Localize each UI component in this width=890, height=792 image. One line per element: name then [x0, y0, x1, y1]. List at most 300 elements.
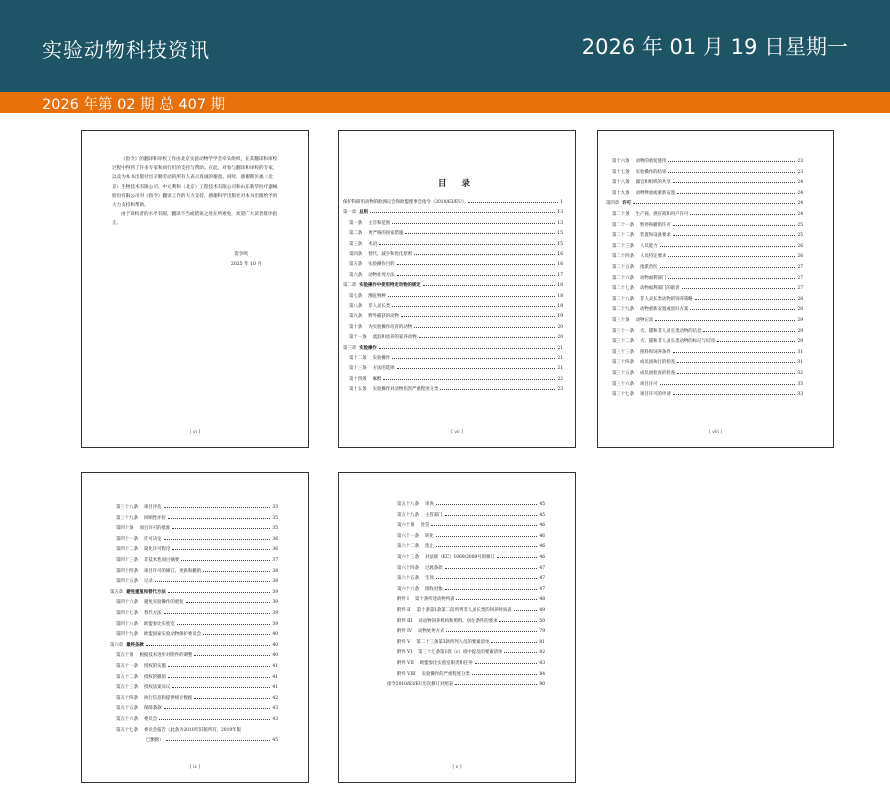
toc-entry [116, 578, 278, 584]
toc-entry-page: 13 [557, 210, 563, 216]
toc-entry-leader [203, 632, 270, 635]
toc-entry [397, 607, 545, 613]
toc-entry-leader [164, 706, 271, 709]
toc-entry-number: 第四章 [606, 201, 620, 207]
toc-entry-page: 79 [539, 629, 545, 635]
toc-entry-title: 动物处死方式 [418, 629, 445, 635]
toc-entry-title: 欧盟参比实验室 [143, 621, 175, 627]
toc-entry-title: 避免实验操作的重复 [143, 600, 184, 606]
toc-entry-title: 记录 [143, 579, 153, 585]
toc-entry-leader [168, 516, 270, 519]
toc-entry-number: 第四十八条 [116, 621, 138, 627]
toc-entry-leader [203, 569, 270, 572]
toc-entry-title: 实验操作的严重程度分类 [421, 671, 470, 677]
toc-entry [116, 568, 278, 574]
toc-entry-page: 29 [797, 328, 803, 334]
toc-entry-number: 附件 VII [397, 661, 414, 666]
toc-entry-leader [164, 537, 271, 540]
toc-entry [349, 261, 563, 267]
toc-entry-title: 实验操作中使用特定动物的规定 [359, 283, 421, 289]
toc-entry-page: 39 [272, 589, 278, 595]
toc-entry-leader [456, 597, 537, 600]
toc-entry-leader [677, 371, 795, 374]
toc-entry-page: 24 [797, 212, 803, 217]
toc-entry [397, 660, 545, 666]
toc-entry-title: 替代方法 [143, 611, 162, 616]
toc-entry [612, 243, 803, 249]
toc-entry [612, 381, 803, 387]
toc-entry-leader [673, 350, 796, 353]
toc-entry-title: 根据技术进步对附件的调整 [139, 653, 193, 659]
toc-entry-leader [668, 159, 795, 162]
toc-entry-page: 36 [272, 536, 278, 542]
toc-entry [612, 190, 803, 196]
toc-entry-leader [392, 304, 555, 307]
toc-entry [612, 338, 803, 344]
toc-entry-title: 成员国执行的检查 [639, 360, 676, 366]
toc-entry [349, 376, 563, 382]
toc-entry-leader [431, 523, 537, 526]
toc-entry-page: 38 [272, 568, 278, 574]
toc-entry-title: 为实验操作培育的动物 [368, 324, 413, 330]
toc-entry-number: 第三十八条 [116, 505, 138, 510]
toc-entry-page: 20 [557, 335, 563, 341]
toc-entry-leader [445, 566, 538, 569]
toc-entry [116, 631, 278, 637]
toc-entry-title: 装置和设备要求 [639, 233, 671, 239]
toc-entry-page: 26 [797, 254, 803, 260]
toc-entry-title: 授权法案异议 [143, 685, 171, 691]
toc-entry-leader [695, 297, 796, 300]
toc-entry-title: 人员特定要求 [639, 254, 667, 260]
toc-entry-page: 41 [272, 685, 278, 691]
toc-entry [397, 543, 545, 549]
toc-entry-title: 照料和饲养条件 [639, 349, 671, 355]
toc-entry [110, 589, 278, 595]
toc-entry [116, 536, 278, 542]
toc-entry-leader [166, 738, 271, 741]
toc-entry-number: 第四十条 [116, 526, 134, 532]
toc-entry-number: 第六十五条 [397, 576, 419, 582]
toc-entry-title: 实验操作对动物伤害严重程度分类 [372, 387, 439, 393]
toc-entry [116, 663, 278, 669]
preface-signer: 贺争鸣 [234, 252, 248, 257]
toc-entry [612, 158, 803, 164]
toc-entry-number: 第三十四条 [612, 360, 634, 366]
toc-entry-title: 对动物饲养机构和照料、居住条件的要求 [418, 618, 498, 624]
toc-entry [343, 199, 563, 205]
toc-entry [116, 674, 278, 680]
toc-entry-number: 第四十九条 [116, 632, 138, 638]
toc-entry-title: 保护科研用动物的欧洲议会和欧盟理事会指令（2010/63/EU） [343, 200, 467, 205]
toc-entry-leader [419, 335, 556, 338]
toc-entry [116, 716, 278, 722]
toc-entry-leader [677, 191, 795, 194]
toc-entry-leader [673, 180, 796, 183]
toc-entry-title: 实验操作目的 [368, 262, 395, 268]
toc-entry-number: 第三十五条 [612, 371, 634, 376]
toc-entry [612, 253, 803, 259]
toc-entry-leader [497, 555, 538, 558]
toc-entry [116, 504, 278, 510]
toc-entry-leader [155, 579, 271, 582]
document-page-toc-2 [597, 130, 834, 448]
toc-entry [349, 220, 563, 226]
toc-entry-number: 第二十二条 [612, 233, 634, 239]
toc-entry-page: 47 [539, 576, 545, 582]
toc-entry-title: 非人灵长类 [368, 304, 391, 309]
toc-entry-leader [655, 318, 795, 321]
issue-number: 2026 年第 02 期 总 407 期 [42, 97, 226, 113]
toc-entry-page: 18 [557, 283, 563, 289]
toc-entry [612, 169, 803, 175]
toc-entry-title: 处罚 [420, 523, 430, 529]
toc-entry-number: 第三条 [349, 241, 363, 247]
toc-entry-title: 动物记录 [635, 318, 654, 323]
toc-entry [343, 209, 563, 215]
toc-entry-leader [194, 653, 270, 656]
toc-entry [397, 649, 545, 655]
toc-entry-number: 第八条 [349, 304, 363, 309]
toc-entry-title: 委员会 [143, 717, 158, 722]
toc-entry [397, 596, 545, 602]
toc-entry [349, 386, 563, 392]
toc-entry-page: 47 [539, 565, 545, 571]
toc-entry-page: 27 [797, 286, 803, 292]
toc-entry-page: 40 [272, 653, 278, 659]
toc-entry-number: 第十条 [349, 324, 363, 330]
toc-entry-page: 18 [557, 293, 563, 299]
toc-entry [397, 565, 545, 571]
toc-entry-page: 48 [539, 597, 545, 603]
toc-entry-leader [682, 286, 796, 289]
toc-entry-leader [172, 685, 270, 688]
toc-entry-number: 第二十七条 [612, 286, 634, 292]
toc-entry-page: 25 [797, 233, 803, 239]
toc-entry-number: 第四十三条 [116, 558, 138, 563]
toc-entry-title: 执行信息和提供统计数据 [143, 695, 193, 701]
toc-entry-number: 第四条 [349, 252, 363, 257]
toc-entry-leader [405, 231, 555, 234]
toc-entry-title: 替代、减少和优化原则 [368, 252, 413, 257]
toc-entry-number: 第三十三条 [612, 349, 634, 355]
toc-entry-leader [379, 242, 555, 245]
toc-entry [349, 230, 563, 236]
toc-entry-number: 第二章 [343, 283, 357, 289]
toc-entry-number: 第五十三条 [116, 685, 138, 691]
toc-entry-leader [186, 600, 271, 603]
toc-entry-page: 22 [557, 376, 563, 382]
toc-entry-page: 46 [539, 555, 545, 560]
toc-entry [397, 522, 545, 528]
publication-title: 实验动物科技资讯 [42, 38, 210, 62]
toc-entry-title: 授权的实施 [143, 664, 166, 669]
document-page-toc-3 [81, 472, 309, 783]
toc-entry-page: 82 [539, 650, 545, 656]
toc-entry-page: 16 [557, 252, 563, 257]
toc-entry-number: 第六十二条 [397, 544, 419, 550]
toc-entry-page: 20 [557, 324, 563, 330]
toc-entry-title: 犬、猫和非人灵长类动物的信息 [639, 328, 702, 334]
toc-entry [606, 200, 803, 206]
toc-entry-number: 第二十三条 [612, 243, 634, 249]
toc-entry-leader [514, 608, 538, 611]
toc-entry-leader [504, 650, 537, 653]
toc-entry-page: 39 [272, 611, 278, 616]
toc-entry-page: 33 [272, 505, 278, 510]
toc-entry-leader [703, 329, 795, 332]
toc-entry-number: 第五十五条 [116, 706, 138, 712]
toc-entry-number: 附件 IV [397, 629, 413, 635]
toc-entry [116, 684, 278, 690]
toc-entry-title: 委员会报告（此条为2010年旧版所有，2019年版 [143, 727, 241, 733]
toc-entry-leader [194, 696, 270, 699]
toc-entry-leader [472, 672, 538, 675]
toc-entry [349, 251, 563, 257]
toc-entry-page: 47 [539, 586, 545, 592]
toc-entry-leader [445, 587, 538, 590]
toc-entry-leader [164, 505, 271, 508]
toc-entry [116, 546, 278, 552]
toc-entry-page: 84 [539, 671, 545, 677]
toc-entry [110, 642, 278, 648]
toc-entry-page: 1 [560, 200, 563, 205]
toc-entry [397, 501, 545, 507]
toc-entry [343, 282, 563, 288]
toc-entry-title: 转化 [424, 533, 434, 539]
toc-entry-title: 动物的重复使用 [635, 159, 667, 164]
toc-entry-leader [717, 339, 796, 342]
toc-entry [612, 264, 803, 270]
toc-entry-page: 45 [539, 512, 545, 518]
toc-entry-leader [146, 643, 271, 646]
toc-entry-leader [388, 294, 556, 297]
page-number: [ ix ] [189, 765, 201, 770]
toc-entry-number: 第二十八条 [612, 296, 634, 302]
toc-entry-leader [668, 254, 795, 257]
toc-entry-number: 第二十六条 [612, 275, 634, 281]
toc-entry [612, 359, 803, 365]
toc-entry-title: 生产商、供应商和用户许可 [635, 212, 689, 217]
toc-entry-leader [436, 576, 538, 579]
toc-entry-number: 附件 III [397, 618, 413, 624]
toc-entry-number: 第六章 [110, 642, 124, 648]
toc-entry-number: 第七条 [349, 293, 363, 299]
toc-entry-title: 第十条所述动物列表 [414, 597, 455, 603]
toc-entry-leader [379, 346, 556, 349]
toc-entry-page: 50 [539, 618, 545, 624]
toc-entry-number: 第二十九条 [612, 307, 634, 313]
toc-entry-page: 90 [539, 682, 545, 688]
toc-entry-page: 41 [272, 674, 278, 680]
toc-entry-page: 28 [797, 307, 803, 313]
toc-entry-number: 第二十五条 [612, 265, 634, 270]
toc-entry-page: 43 [272, 706, 278, 712]
document-page-toc-1 [338, 130, 576, 448]
toc-entry-number: 第五十四条 [116, 695, 138, 701]
toc-entry-number: 第二十一条 [612, 222, 634, 228]
toc-entry [349, 355, 563, 361]
toc-entry-page: 21 [557, 345, 563, 351]
preface-paragraph: 由于译校者的水平有限，翻译不当或错误之处在所难免，欢迎广大读者批评指正。 [112, 212, 278, 227]
toc-entry-page: 24 [797, 180, 803, 186]
toc-entry [116, 652, 278, 658]
toc-entry-page: 24 [797, 201, 803, 207]
toc-entry-number: 第十四条 [349, 376, 367, 382]
toc-entry-title: 非人灵长类动物的饲养策略 [639, 296, 693, 302]
toc-entry-number: 第四十一条 [116, 536, 138, 542]
toc-entry-number: 第五十一条 [116, 664, 138, 669]
toc-entry-page: 26 [797, 243, 803, 249]
toc-entry-leader [677, 360, 795, 363]
toc-entry-leader [436, 502, 538, 505]
toc-entry-number: 第九条 [349, 314, 363, 320]
toc-entry-title: 项目评估 [143, 505, 162, 510]
toc-entry-title: 生效 [424, 576, 434, 582]
toc-entry-page: 39 [272, 600, 278, 606]
toc-entry-leader [660, 244, 796, 247]
toc-entry [612, 211, 803, 217]
toc-entry-leader [172, 526, 270, 529]
toc-entry-leader [401, 314, 555, 317]
toc-entry-title: 避免重复和替代方法 [126, 589, 166, 595]
toc-entry-leader [436, 544, 538, 547]
toc-entry-number: 第四十四条 [116, 568, 138, 574]
toc-entry [612, 370, 803, 376]
toc-entry-page: 40 [272, 632, 278, 638]
toc-entry [612, 306, 803, 312]
toc-entry-leader [177, 622, 271, 625]
toc-entry-leader [168, 675, 270, 678]
toc-entry [612, 232, 803, 238]
toc-entry [612, 296, 803, 302]
toc-entry-title: 暂停和撤销许可 [639, 222, 671, 228]
document-page-toc-4 [338, 472, 576, 783]
toc-entry-title: 简化许可程序 [143, 547, 171, 553]
toc-entry-title: 动物福利部门的职责 [639, 286, 680, 292]
toc-entry [612, 328, 803, 334]
toc-entry [612, 275, 803, 281]
toc-entry-number: 附件 I [397, 597, 409, 603]
toc-entry-page: 25 [797, 222, 803, 228]
toc-entry-number: 第十六条 [612, 159, 630, 164]
toc-entry-title: 审查 [424, 502, 434, 507]
toc-entry-leader [446, 629, 537, 632]
toc-entry-title: 许可 [622, 201, 631, 207]
toc-entry-leader [436, 534, 538, 537]
toc-entry-title: 实验操作的结束 [635, 169, 667, 175]
toc-entry-number: 第二十条 [612, 212, 630, 217]
toc-entry [397, 639, 545, 645]
toc-entry [349, 241, 563, 247]
preface-date: 2025 年 10 月 [230, 262, 262, 267]
toc-entry-number: 第六十四条 [397, 565, 419, 571]
toc-entry-page: 32 [797, 371, 803, 376]
toc-entry-number: 第十七条 [612, 169, 630, 175]
toc-entry [146, 737, 278, 743]
toc-entry-number: 第三十一条 [612, 328, 634, 334]
toc-entry-title: 总则 [359, 210, 368, 216]
toc-entry-title: 流浪和放养的家养动物 [372, 335, 417, 341]
toc-entry [612, 222, 803, 228]
toc-entry-page: 45 [272, 738, 278, 744]
toc-entry-number: 第四十五条 [116, 579, 138, 585]
toc-entry [343, 345, 563, 351]
toc-entry-page: 45 [539, 502, 545, 507]
toc-entry-page: 46 [539, 533, 545, 539]
toc-entry-title: 回顾性评价 [143, 515, 166, 521]
toc-entry [116, 525, 278, 531]
toc-entry-leader [392, 221, 555, 224]
toc-entry-page: 13 [557, 220, 563, 226]
toc-entry-number: 第五十八条 [397, 502, 419, 507]
toc-entry-title: 主旨和范围 [368, 220, 391, 226]
toc-entry-leader [690, 307, 795, 310]
toc-entry-page: 27 [797, 265, 803, 270]
toc-entry-page: 35 [272, 526, 278, 532]
header-bar [0, 0, 890, 92]
toc-entry-page: 23 [557, 387, 563, 393]
toc-entry-page: 35 [272, 515, 278, 521]
toc-entry-leader [423, 283, 556, 286]
toc-entry-number: 第六十条 [397, 523, 415, 529]
toc-entry-title: 器官和组织的共享 [635, 180, 671, 186]
toc-entry-title: 非技术性项目摘要 [143, 558, 180, 563]
toc-entry-title: 实验操作 [359, 345, 377, 351]
toc-entry-leader [383, 377, 555, 380]
toc-entry-page: 46 [539, 523, 545, 529]
toc-entry-page: 39 [272, 621, 278, 627]
toc-entry [349, 313, 563, 319]
toc-entry-number: 附件 VIII [397, 671, 416, 677]
toc-entry-page: 21 [557, 366, 563, 372]
toc-entry [397, 575, 545, 581]
toc-entry-title: 第三十七条第1款（c）项中提及的要素清单 [418, 650, 503, 656]
toc-entry-leader [668, 170, 795, 173]
toc-entry-page: 19 [557, 314, 563, 320]
toc-entry-page: 83 [539, 661, 545, 666]
toc-entry-leader [445, 513, 538, 516]
toc-entry-leader [164, 611, 271, 614]
page-number: [ viii ] [709, 430, 722, 435]
page-number: [ vi ] [189, 430, 201, 435]
toc-entry-number: 第五章 [110, 589, 124, 595]
toc-entry-page: 21 [557, 356, 563, 361]
toc-entry [116, 705, 278, 711]
toc-entry [612, 317, 803, 323]
toc-entry-title: 保障条款 [143, 706, 162, 712]
toc-entry-number: 第四十六条 [116, 600, 138, 606]
document-page-preface [81, 130, 309, 448]
toc-entry-number: 第十五条 [349, 387, 367, 393]
toc-entry [349, 365, 563, 371]
toc-entry-title: 最终条款 [126, 642, 144, 648]
toc-entry-page: 31 [797, 349, 803, 355]
toc-entry-leader [414, 252, 555, 255]
toc-entry-title: 动物处死方法 [368, 272, 395, 278]
toc-entry-title: 项目许可的批准 [139, 526, 171, 532]
toc-entry-leader [633, 201, 795, 204]
toc-entry-number: 第十一条 [349, 335, 367, 341]
toc-entry-number: 第三十九条 [116, 515, 138, 521]
toc-entry-number: 第三十二条 [612, 339, 634, 345]
toc-entry-leader [397, 262, 556, 265]
toc-entry-page: 43 [272, 717, 278, 722]
toc-entry [612, 179, 803, 185]
toc-entry-number: 第四十七条 [116, 611, 138, 616]
toc-entry-page: 42 [272, 695, 278, 701]
toc-entry-leader [414, 325, 555, 328]
